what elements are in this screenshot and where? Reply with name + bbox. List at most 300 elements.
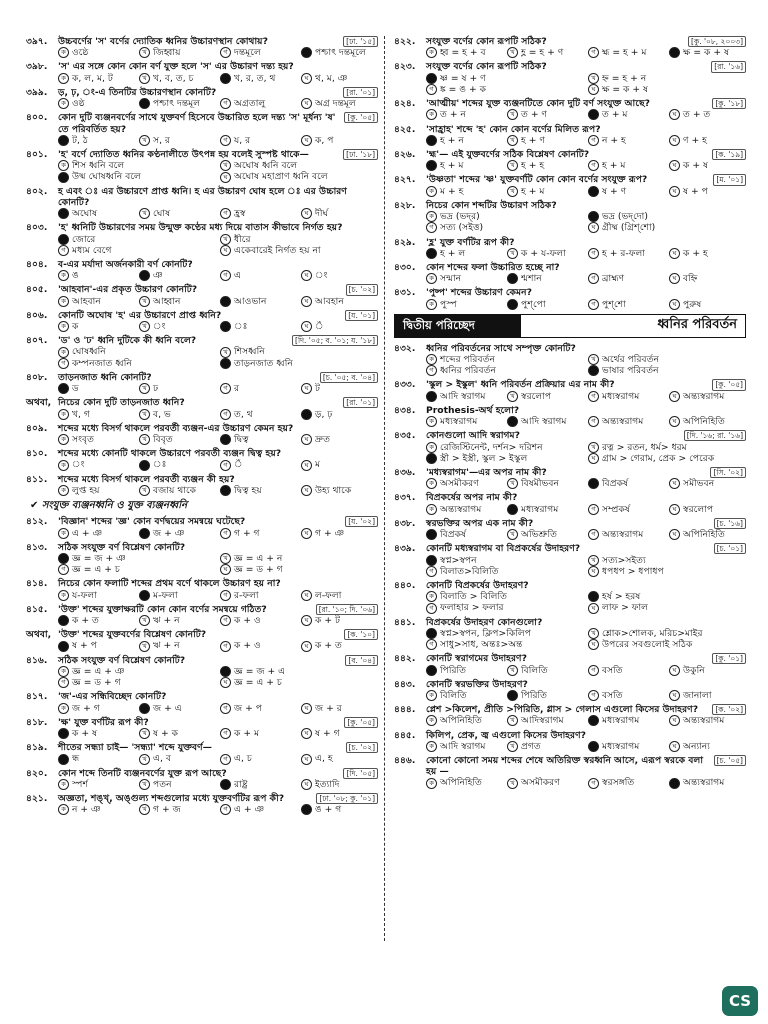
filled-circle-icon bbox=[426, 73, 437, 84]
option bbox=[426, 602, 584, 613]
option-text: স্বরলোপ bbox=[521, 390, 552, 402]
option bbox=[220, 98, 297, 109]
option bbox=[588, 566, 746, 577]
option-letter-circle: খ bbox=[507, 715, 518, 726]
filled-circle-icon bbox=[588, 741, 599, 752]
option-list bbox=[394, 211, 746, 233]
question-item bbox=[26, 186, 378, 220]
option-letter-circle: গ bbox=[588, 665, 599, 676]
option bbox=[301, 703, 378, 714]
option-letter-circle: ক bbox=[58, 347, 69, 358]
option-letter-circle: ঘ bbox=[588, 603, 599, 614]
option-text: মধ্যস্বরাগম bbox=[602, 740, 640, 752]
option-list bbox=[26, 703, 378, 714]
option-correct bbox=[426, 73, 584, 84]
option bbox=[507, 777, 584, 788]
option-text: ধ্বনির পরিবর্তন bbox=[440, 365, 496, 377]
filled-circle-icon bbox=[58, 135, 69, 146]
question-header bbox=[394, 61, 746, 72]
option-letter-circle: গ bbox=[220, 270, 231, 281]
option-letter-circle: ঘ bbox=[301, 641, 312, 652]
option-letter-circle: গ bbox=[588, 160, 599, 171]
option-text: বিপ্রকর্ষ bbox=[440, 529, 467, 541]
option-text: অন্ত্যস্বরাগম bbox=[602, 529, 644, 541]
option-correct bbox=[426, 453, 584, 464]
option-text: উপরের সবগুলোই সঠিক bbox=[602, 639, 693, 651]
question-item bbox=[26, 112, 378, 146]
option-letter-circle: ঘ bbox=[669, 135, 680, 146]
option-text: এ, হ bbox=[315, 753, 333, 765]
option-letter-circle: খ bbox=[139, 754, 150, 765]
option-text: স্বরলোপ bbox=[683, 503, 714, 515]
option-text: দ্বিত্ব bbox=[234, 434, 249, 445]
option-letter-circle: ঘ bbox=[301, 754, 312, 765]
question-text: কোনো কোনো সময় শব্দের শেষে অতিরিক্ত স্বরধ্বনি আসে, এরূপ স্বরকে বলা হয় — bbox=[426, 755, 704, 778]
option bbox=[669, 109, 746, 120]
option-letter-circle: খ bbox=[507, 741, 518, 752]
option-correct bbox=[426, 135, 503, 146]
option-text: গ্রীষ্ম (গ্রিশ্‌শো) bbox=[602, 222, 656, 234]
option-text: ঃ bbox=[234, 321, 248, 333]
option bbox=[139, 321, 216, 332]
option-text: দন্তমূলে bbox=[234, 47, 261, 59]
option-letter-circle: গ bbox=[426, 365, 437, 376]
option-text: ল-ফলা bbox=[315, 589, 342, 601]
question-header bbox=[394, 149, 746, 160]
option-letter-circle: ক bbox=[426, 211, 437, 222]
option-text: ত + ত bbox=[683, 109, 711, 121]
option bbox=[220, 234, 378, 245]
option-text: ং bbox=[315, 270, 328, 282]
option bbox=[301, 296, 378, 307]
option-text: ক + ত bbox=[315, 640, 342, 652]
option bbox=[220, 528, 297, 539]
filled-circle-icon bbox=[139, 98, 150, 109]
option-text: ধীরে bbox=[234, 233, 251, 245]
option-text: সাধু>সাধ, অন্তঃ>অন্ত bbox=[440, 639, 523, 651]
option-letter-circle: গ bbox=[588, 778, 599, 789]
question-item bbox=[26, 655, 378, 689]
option-text: অন্ত্যস্বরাগম bbox=[602, 416, 644, 428]
option-list bbox=[26, 753, 378, 764]
question-text: 'জ'-এর সন্ধিবিচ্ছেদ কোনটি? bbox=[58, 691, 167, 703]
option-text: কম্পনজাত ধ্বনি bbox=[72, 357, 132, 369]
option-correct bbox=[426, 665, 503, 676]
option-letter-circle: খ bbox=[139, 321, 150, 332]
option-list bbox=[394, 777, 746, 788]
option-text: আহবান bbox=[72, 295, 101, 307]
option-text: পতন bbox=[153, 778, 172, 790]
option-letter-circle: গ bbox=[220, 804, 231, 815]
option-correct bbox=[220, 321, 297, 332]
question-item bbox=[394, 343, 746, 377]
option-correct bbox=[139, 528, 216, 539]
option bbox=[220, 245, 378, 256]
option-text: গ + ঞ bbox=[315, 527, 345, 539]
option-text: জোরে bbox=[72, 233, 96, 245]
option bbox=[220, 208, 297, 219]
option-letter-circle: ঘ bbox=[301, 703, 312, 714]
question-item bbox=[26, 542, 378, 576]
option-letter-circle: ঘ bbox=[669, 690, 680, 701]
option-correct bbox=[426, 160, 503, 171]
option-list bbox=[26, 804, 378, 815]
question-header bbox=[394, 617, 746, 628]
question-header bbox=[394, 653, 746, 664]
option bbox=[669, 690, 746, 701]
option-text: ক + ম bbox=[234, 728, 260, 739]
option bbox=[220, 459, 297, 470]
option bbox=[58, 590, 135, 601]
option-text: হ্রস্ব bbox=[234, 208, 246, 220]
question-item bbox=[26, 717, 378, 739]
option-text: অসমীকরণ bbox=[440, 478, 479, 490]
option bbox=[58, 47, 135, 58]
option-text: আদিস্বরাগম bbox=[521, 715, 564, 727]
option-letter-circle: ক bbox=[58, 804, 69, 815]
option-text: স্বপ্ন>স্বপন bbox=[440, 554, 477, 566]
option-text: ওষ্ঠ bbox=[72, 98, 85, 110]
option-correct bbox=[507, 690, 584, 701]
question-number: ৩৯৮. bbox=[26, 61, 48, 73]
option-text: শব্দের পরিবর্তন bbox=[440, 354, 495, 366]
question-header bbox=[394, 467, 746, 478]
option bbox=[588, 391, 665, 402]
board-reference: [দি. '০৫; ব. '০১; য. '১৮] bbox=[292, 335, 378, 346]
question-header bbox=[26, 604, 378, 615]
option bbox=[507, 109, 584, 120]
option-letter-circle: ঘ bbox=[669, 109, 680, 120]
question-item bbox=[26, 742, 378, 764]
option-text: অপিনিহিতি bbox=[683, 416, 725, 428]
option-text: লুপ্ত হয় bbox=[72, 484, 100, 496]
question-number: ৪১৮. bbox=[26, 716, 48, 728]
option bbox=[220, 171, 378, 182]
option-letter-circle: ঘ bbox=[301, 434, 312, 445]
option-list bbox=[394, 354, 746, 376]
option bbox=[220, 346, 378, 357]
option-text: বহ্নি bbox=[683, 273, 698, 285]
option-list bbox=[394, 442, 746, 464]
option-text: য-ফলা bbox=[72, 589, 97, 601]
option-text: হ্ন = হ + ন bbox=[602, 72, 647, 84]
option-text: তাড়নজাত ধ্বনি bbox=[234, 357, 293, 369]
question-item bbox=[26, 691, 378, 713]
filled-circle-icon bbox=[426, 248, 437, 259]
option-letter-circle: খ bbox=[139, 383, 150, 394]
question-item bbox=[26, 397, 378, 419]
option bbox=[220, 553, 378, 564]
option-correct bbox=[58, 615, 135, 626]
option-letter-circle: ঘ bbox=[301, 135, 312, 146]
option-correct bbox=[426, 391, 503, 402]
option bbox=[139, 615, 216, 626]
option-text: আদি স্বরাগম bbox=[440, 390, 486, 402]
option-letter-circle: খ bbox=[139, 641, 150, 652]
option bbox=[139, 753, 216, 764]
option-text: আহ্বান bbox=[153, 295, 181, 307]
question-text: 'উক্ত' শব্দের যুক্তাক্ষরটি কোন কোন বর্ণের সমন্বয়ে গঠিত? bbox=[58, 603, 267, 615]
question-text: সঠিক সংযুক্ত বর্ণ বিশ্লেষণ কোনটি? bbox=[58, 654, 186, 666]
option-correct bbox=[588, 478, 665, 489]
question-item bbox=[26, 448, 378, 470]
question-number: ৪২১. bbox=[26, 793, 48, 805]
option bbox=[426, 777, 503, 788]
option-list bbox=[394, 160, 746, 171]
question-header bbox=[26, 284, 378, 295]
question-item bbox=[394, 262, 746, 284]
option-text: ইত্যাদি bbox=[315, 778, 340, 790]
option-text: বিবৃত bbox=[153, 434, 173, 445]
option-text: সমীভবন bbox=[683, 478, 715, 490]
option-letter-circle: খ bbox=[507, 778, 518, 789]
filled-circle-icon bbox=[58, 641, 69, 652]
question-number: ৪০৬. bbox=[26, 309, 48, 321]
question-item bbox=[394, 200, 746, 234]
question-item bbox=[394, 36, 746, 58]
option-text: ষ + ক bbox=[153, 728, 179, 739]
option bbox=[588, 73, 746, 84]
question-text: প্লেশ >কিলেশ, প্রীতি >পিরিতি, গ্লাস > গেলাস এগুলো কিসের উদাহরণ? bbox=[426, 704, 699, 716]
option-letter-circle: খ bbox=[588, 555, 599, 566]
option-correct bbox=[58, 383, 135, 394]
option-list bbox=[394, 529, 746, 540]
option bbox=[588, 248, 665, 259]
left-column bbox=[26, 36, 378, 819]
option bbox=[301, 383, 378, 394]
question-text: 'আহবান'-এর প্রকৃত উচ্চারণ কোনটি? bbox=[58, 284, 198, 296]
question-header bbox=[394, 492, 746, 503]
question-number: ৪৩২. bbox=[394, 342, 416, 354]
board-reference: [দি. '১৬; রা. '১৬] bbox=[684, 430, 746, 441]
option-list bbox=[26, 779, 378, 790]
board-reference: [চ. '০৫; ব. '০৪] bbox=[320, 372, 378, 383]
question-number: ৪০৫. bbox=[26, 284, 48, 296]
option-text: বিলাতি > বিলিতি bbox=[440, 591, 508, 603]
question-header bbox=[26, 474, 378, 485]
filled-circle-icon bbox=[220, 666, 231, 677]
option bbox=[588, 442, 746, 453]
question-header bbox=[26, 629, 378, 640]
option bbox=[139, 296, 216, 307]
question-item bbox=[394, 518, 746, 540]
option bbox=[588, 453, 746, 464]
filled-circle-icon bbox=[507, 273, 518, 284]
option-correct bbox=[426, 628, 584, 639]
option bbox=[220, 270, 297, 281]
option-text: ফলাহার > ফলার bbox=[440, 602, 504, 614]
option-text: ষ + ণ bbox=[602, 185, 627, 197]
question-header bbox=[394, 287, 746, 298]
question-text: 'হ' ধ্বনিটি উচ্চারণের সময় উন্মুক্ত কণ্ঠের মধ্য দিয়ে বাতাস কীভাবে নির্গত হয়? bbox=[58, 222, 343, 234]
option-list bbox=[26, 73, 378, 84]
option-letter-circle: গ bbox=[588, 135, 599, 146]
question-number: ৪৪৩. bbox=[394, 678, 416, 690]
question-header bbox=[394, 405, 746, 416]
option-text: দীর্ঘ bbox=[315, 208, 329, 220]
option-text: ওষ্ঠে bbox=[72, 47, 89, 59]
question-text: স্বরভক্তির অপর এক নাম কী? bbox=[426, 517, 534, 529]
option-letter-circle: ঘ bbox=[669, 504, 680, 515]
filled-circle-icon bbox=[588, 365, 599, 376]
option-letter-circle: খ bbox=[507, 135, 518, 146]
option bbox=[588, 555, 746, 566]
option-text: ট, ঠ bbox=[72, 134, 88, 146]
option-text: ঁ bbox=[315, 321, 324, 333]
option-letter-circle: খ bbox=[588, 354, 599, 365]
option-list bbox=[26, 270, 378, 281]
option-text: জ্ঞ = এ + ঞ bbox=[72, 665, 125, 677]
question-text: কোনগুলো আদি স্বরাগম? bbox=[426, 430, 520, 442]
option-letter-circle: ক bbox=[426, 741, 437, 752]
option-letter-circle: খ bbox=[139, 615, 150, 626]
option-text: পুশ্‌পো bbox=[521, 298, 546, 310]
option-text: খ, গ bbox=[72, 408, 90, 420]
question-item bbox=[394, 237, 746, 259]
board-reference: [ঢা. '০৮; কু. '০১] bbox=[316, 793, 378, 804]
option-correct bbox=[58, 553, 216, 564]
question-text: ব-এর মর্যাদা অর্জনকারী বর্ণ কোনটি? bbox=[58, 258, 193, 270]
option-text: জ + ঞ bbox=[153, 527, 185, 539]
option-list bbox=[394, 109, 746, 120]
option-text: মধ্যস্বরাগম bbox=[602, 390, 640, 402]
option-letter-circle: ক bbox=[58, 270, 69, 281]
option bbox=[301, 270, 378, 281]
option bbox=[588, 602, 746, 613]
question-text: নিচের কোন ফলাটি শব্দের প্রথম বর্ণে থাকলে উচ্চারণ হয় না? bbox=[58, 578, 281, 590]
option-list bbox=[394, 299, 746, 310]
question-text: কোন দুটি ব্যঞ্জনবর্ণের সাথে যুক্তবর্ণ হিসেবে উচ্চারিত হলে দন্ত্য 'স' মূর্ধন্য 'ষ' তে পরিবর্তিত হয়? bbox=[58, 112, 336, 135]
option bbox=[426, 566, 584, 577]
option-list bbox=[26, 160, 378, 182]
question-header bbox=[394, 730, 746, 741]
question-text: সঠিক সংযুক্ত বর্ণ বিশ্লেষণ কোনটি? bbox=[58, 541, 186, 553]
question-header bbox=[394, 543, 746, 554]
board-reference: [চ. '০২] bbox=[346, 284, 378, 295]
option-letter-circle: ক bbox=[58, 485, 69, 496]
option-correct bbox=[507, 416, 584, 427]
option-text: পিরিতি bbox=[521, 689, 548, 701]
question-number: অথবা, bbox=[26, 397, 52, 409]
option-letter-circle: খ bbox=[507, 160, 518, 171]
question-text: সংযুক্ত বর্ণের কোন রূপটি সঠিক? bbox=[426, 61, 547, 73]
question-item bbox=[394, 543, 746, 577]
question-text: 'বিজ্ঞান' শব্দের 'জ্ঞ' কোন বর্ণদ্বয়ের সমন্বয়ে ঘটেছে? bbox=[58, 516, 246, 528]
option bbox=[669, 478, 746, 489]
chapter-section-banner bbox=[394, 314, 746, 338]
board-reference: [চ. '০৫] bbox=[714, 755, 746, 766]
option-correct bbox=[58, 135, 135, 146]
option-correct bbox=[426, 529, 503, 540]
board-reference: [য. '০২] bbox=[345, 516, 378, 527]
option-text: অপিনিহিতি bbox=[440, 715, 482, 727]
option-letter-circle: গ bbox=[220, 528, 231, 539]
option-text: পশ্চাৎ দন্তমূলে bbox=[315, 47, 366, 59]
option-letter-circle: গ bbox=[588, 248, 599, 259]
question-item bbox=[394, 98, 746, 120]
option-letter-circle: ক bbox=[58, 779, 69, 790]
option-list bbox=[26, 208, 378, 219]
option-list bbox=[26, 346, 378, 368]
question-item bbox=[394, 617, 746, 651]
option bbox=[426, 365, 584, 376]
option-text: উহ্য থাকে bbox=[315, 484, 352, 496]
question-header bbox=[26, 793, 378, 804]
question-number: ৪০৮. bbox=[26, 371, 48, 383]
option-list bbox=[394, 555, 746, 577]
option-list bbox=[26, 615, 378, 626]
option-letter-circle: গ bbox=[588, 299, 599, 310]
question-number: ৪৩৭. bbox=[394, 492, 416, 504]
option-text: অন্ত্যস্বরাগম bbox=[440, 503, 482, 515]
option-correct bbox=[507, 299, 584, 310]
filled-circle-icon bbox=[588, 109, 599, 120]
option-text: মধ্যস্বরাগম bbox=[440, 416, 478, 428]
filled-circle-icon bbox=[220, 296, 231, 307]
option-letter-circle: গ bbox=[588, 416, 599, 427]
question-header bbox=[394, 430, 746, 441]
option bbox=[58, 409, 135, 420]
option-letter-circle: ঘ bbox=[220, 564, 231, 575]
question-number: ৪৩৫. bbox=[394, 430, 416, 442]
option-text: অপিনিহিতি bbox=[440, 777, 482, 789]
question-header bbox=[394, 580, 746, 591]
question-number: ৪৩৮. bbox=[394, 517, 416, 529]
option-letter-circle: ক bbox=[58, 528, 69, 539]
question-header bbox=[394, 755, 746, 777]
question-number: ৪৪১. bbox=[394, 616, 416, 628]
option-correct bbox=[220, 358, 378, 369]
option-list bbox=[26, 640, 378, 651]
question-text: 'স' এর সঙ্গে কোন কোন বর্ণ যুক্ত হলে 'স' এর উচ্চারণ দন্ত্য হয়? bbox=[58, 61, 294, 73]
option-correct bbox=[139, 703, 216, 714]
question-header bbox=[26, 36, 378, 47]
option-letter-circle: গ bbox=[588, 391, 599, 402]
option-letter-circle: ক bbox=[426, 354, 437, 365]
option bbox=[220, 564, 378, 575]
question-text: 'ক্ষ' যুক্ত বর্ণটির রূপ কী? bbox=[58, 716, 149, 728]
option bbox=[426, 211, 584, 222]
option-text: আবহান bbox=[315, 295, 344, 307]
option-text: জ + প bbox=[234, 702, 262, 714]
question-number: ৪০৪. bbox=[26, 258, 48, 270]
option bbox=[139, 73, 216, 84]
question-text: অজ্ঞতা, শঙ্খ্‌, অঙ্গুল্য শব্দগুলোর মধ্যে যুক্তবর্ণটির রূপ কী? bbox=[58, 793, 285, 805]
option-text: হ + ম bbox=[440, 160, 464, 172]
question-number: ৩৯৯. bbox=[26, 86, 48, 98]
question-item bbox=[394, 580, 746, 614]
option-list bbox=[394, 47, 746, 58]
question-header bbox=[26, 542, 378, 553]
option-text: হ + ন bbox=[440, 134, 464, 146]
option-text: র-ফলা bbox=[234, 589, 259, 601]
question-text: হ এবং ঃ এর উচ্চারণে প্রাপ্ত ধ্বনি। হ এর উচ্চারণ ঘোষ হলে ঃ এর উচ্চারণ কোনটি? bbox=[58, 185, 347, 208]
option-text: উকুনি bbox=[683, 664, 705, 676]
filled-circle-icon bbox=[507, 504, 518, 515]
option-text: গ + জ bbox=[153, 804, 181, 816]
filled-circle-icon bbox=[507, 416, 518, 427]
option-text: ষ + প bbox=[72, 640, 97, 652]
option-letter-circle: গ bbox=[58, 358, 69, 369]
option-correct bbox=[220, 779, 297, 790]
option-letter-circle: গ bbox=[426, 603, 437, 614]
option-correct bbox=[58, 728, 135, 739]
option-letter-circle: খ bbox=[507, 478, 518, 489]
option-correct bbox=[220, 485, 297, 496]
option bbox=[220, 615, 297, 626]
question-item bbox=[394, 755, 746, 789]
section-title: ধ্বনির পরিবর্তন bbox=[657, 316, 737, 332]
